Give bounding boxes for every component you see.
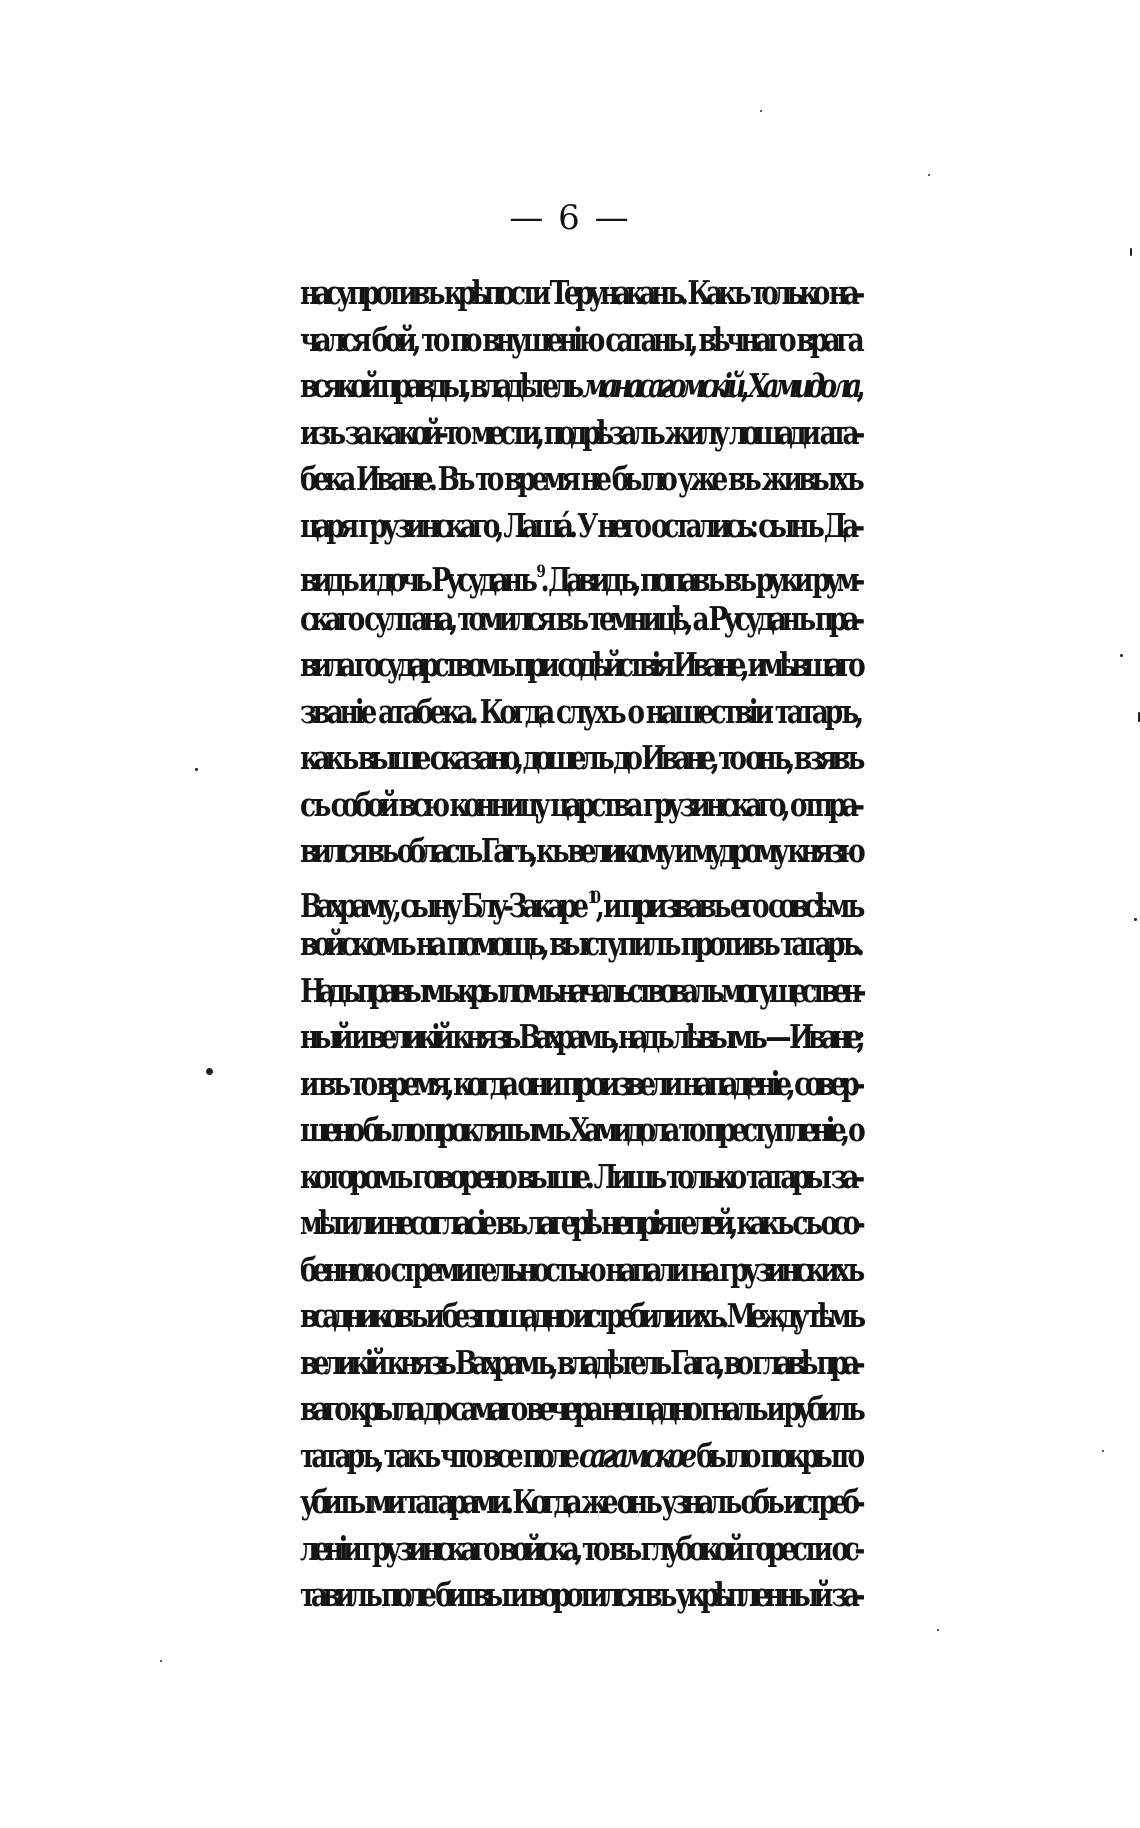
text-run: вила государствомъ при содѣйствія Иване, имѣвшаго	[300, 645, 860, 684]
scan-speck	[160, 1660, 162, 1662]
italic-term: Хамидола	[747, 366, 857, 405]
text-run: и въ то время, когда они произвели нападеніе, совер-	[300, 1063, 860, 1103]
scan-speck	[1134, 918, 1137, 921]
text-run: войскомъ на помощь, выступилъ противъ татаръ.	[300, 924, 860, 963]
text-run: вился въ область Гагъ, къ великому и мудрому князю	[300, 831, 860, 870]
text-line-content	[300, 1247, 860, 1294]
text-run: . Давидъ, попавъ въ руки рум-	[540, 560, 860, 599]
text-line-content	[300, 968, 860, 1015]
text-line	[300, 1107, 860, 1154]
scan-speck	[928, 174, 930, 176]
text-line-content	[300, 1479, 860, 1526]
text-line-content	[300, 642, 860, 689]
text-run: бенною стремительностью напали на грузинскихъ	[300, 1249, 860, 1289]
text-line-content	[300, 1572, 860, 1619]
text-line	[300, 596, 860, 643]
text-line	[300, 270, 860, 317]
text-line-content	[300, 1014, 860, 1061]
italic-term: манасагомскій	[582, 366, 741, 405]
scan-speck	[760, 110, 762, 112]
text-line	[300, 1061, 860, 1108]
text-line	[300, 1154, 860, 1201]
text-line	[300, 1479, 860, 1526]
text-line-content	[300, 689, 860, 736]
text-run: ,	[740, 366, 748, 405]
text-run: было покрыто	[692, 1435, 860, 1475]
text-line-content	[300, 503, 860, 550]
text-line	[300, 689, 860, 736]
text-line-content	[300, 735, 860, 782]
text-line	[300, 642, 860, 689]
text-run: чался бой, то по внушенію сатаны, вѣчнаго врага	[300, 319, 861, 359]
text-line-content	[300, 921, 860, 968]
text-line-content	[300, 1340, 860, 1387]
text-line	[300, 1247, 860, 1294]
text-line	[300, 1572, 860, 1619]
text-run: всякой правды, владѣтель	[300, 366, 583, 405]
text-line	[300, 782, 860, 829]
text-line	[300, 1293, 860, 1340]
text-line	[300, 1433, 860, 1480]
text-line-content	[300, 782, 860, 829]
footnote-ref: 10	[587, 887, 596, 908]
text-run: тавилъ поле битвы и воротился въ укрѣпленный за-	[300, 1575, 861, 1614]
text-run: бека Иване. Въ то время не было уже въ живыхъ	[300, 459, 860, 498]
scan-speck	[195, 768, 198, 771]
scan-speck	[1130, 248, 1132, 256]
text-line-content	[300, 410, 860, 457]
text-run: Вахраму, сыну Блу-Закаре	[300, 885, 588, 925]
text-run: ваго крыла до самаго вечера нещадно гналъ и рубилъ	[300, 1389, 860, 1428]
text-run: мѣтили несогласіе въ лагерѣ непріятелей, какъ съ осо-	[300, 1203, 860, 1242]
text-line	[300, 549, 860, 599]
text-run: убитыми татарами. Когда же онъ узналъ объ истреб-	[300, 1482, 860, 1521]
text-run: ,	[856, 366, 860, 405]
text-line-content	[300, 1433, 860, 1480]
footnote-ref: 9	[536, 562, 541, 582]
text-line	[300, 875, 860, 925]
text-line	[300, 735, 860, 782]
text-line-content	[300, 1200, 860, 1247]
text-line-content	[300, 363, 860, 410]
text-line	[300, 410, 860, 457]
scan-speck	[1102, 1450, 1104, 1452]
text-line	[300, 1526, 860, 1573]
italic-term: сагамское	[579, 1435, 693, 1475]
text-line-content	[300, 1107, 860, 1154]
text-line	[300, 317, 860, 364]
text-run: насупротивъ крѣпости Терунаканъ. Какъ только на-	[300, 273, 860, 312]
scan-speck	[206, 1068, 213, 1075]
text-run: царя грузинскаго, Лашá. У него остались: сынъ Да-	[300, 505, 860, 545]
text-run: какъ выше сказано, дошелъ до Иване, то онъ, взявъ	[300, 738, 860, 777]
text-line-content	[300, 596, 860, 643]
scan-speck	[1120, 654, 1123, 657]
text-line-content	[300, 1386, 860, 1433]
text-line	[300, 828, 860, 875]
body-text	[300, 270, 860, 1619]
text-line	[300, 968, 860, 1015]
text-run: , и призвавъ его совсѣмъ	[595, 885, 860, 925]
text-line	[300, 921, 860, 968]
text-run: съ собой всю конницу царства грузинскаго, отпра-	[300, 784, 860, 824]
text-line-content	[300, 828, 860, 875]
text-line	[300, 1340, 860, 1387]
text-run: изъ за какой-то мести, подрѣзалъ жилу лошади ата-	[300, 412, 860, 452]
text-run: видъ и дочь Русуданъ	[300, 560, 537, 599]
text-run: званіе атабека. Когда слухъ о нашествіи татаръ,	[300, 691, 860, 731]
page-number: — 6 —	[509, 198, 631, 238]
text-line-content	[300, 456, 860, 503]
text-line-content	[300, 270, 860, 317]
text-run: всадниковъ и безпощадно истребили ихъ. Между тѣмъ	[300, 1296, 860, 1335]
text-run: скаго султана, томился въ темницѣ, а Русуданъ пра-	[300, 598, 860, 638]
text-line	[300, 1014, 860, 1061]
text-run: ный и великій князь Вахрамъ, надъ лѣвымъ — Иване;	[300, 1017, 860, 1056]
text-line	[300, 503, 860, 550]
text-run: леніи грузинскаго войска, то въ глубокой горести ос-	[300, 1528, 860, 1568]
text-run: Надъ правымъ крыломъ начальствовалъ могуществен-	[300, 970, 860, 1010]
text-line	[300, 1200, 860, 1247]
text-line-content	[300, 1526, 860, 1573]
text-run: шено было проклятымъ Хамидола то преступленіе, о	[300, 1110, 860, 1149]
text-line	[300, 1386, 860, 1433]
text-line	[300, 363, 860, 410]
text-line-content	[300, 317, 860, 364]
text-line	[300, 456, 860, 503]
text-run: великій князь Вахрамъ, владѣтель Гага, во главѣ пра-	[300, 1342, 860, 1382]
text-run: которомъ говорено выше. Лишь только татары за-	[300, 1156, 860, 1196]
text-line-content	[300, 1154, 860, 1201]
text-line-content	[300, 1061, 860, 1108]
text-run: татаръ, такъ что все поле	[300, 1435, 580, 1475]
scan-speck	[937, 1629, 939, 1631]
text-line-content	[300, 1293, 860, 1340]
